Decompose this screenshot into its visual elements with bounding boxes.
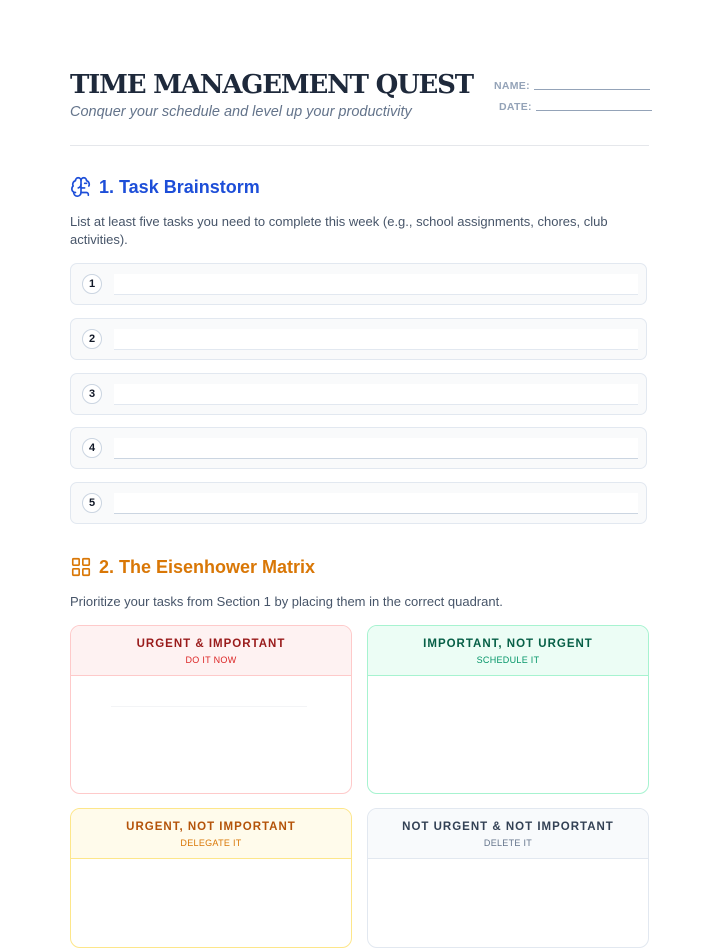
- date-line[interactable]: [536, 110, 652, 111]
- section-2-title: 2. The Eisenhower Matrix: [99, 556, 316, 577]
- task-input-2[interactable]: [114, 329, 638, 350]
- section-2-heading: [70, 556, 315, 578]
- quadrant-writing-area[interactable]: [368, 676, 648, 794]
- quadrant-action: DO IT NOW: [185, 655, 237, 665]
- task-row: [70, 318, 647, 360]
- quadrant-action: DELETE IT: [483, 838, 533, 848]
- task-row: [70, 373, 647, 415]
- page-subtitle: Conquer your schedule and level up your productivity: [70, 104, 412, 120]
- quadrant-writing-area[interactable]: [71, 676, 351, 794]
- quadrant-action: DELEGATE IT: [180, 838, 242, 848]
- date-field[interactable]: [499, 101, 652, 113]
- task-number-badge: 5: [82, 493, 102, 513]
- task-row: [70, 482, 647, 524]
- quadrant-action: SCHEDULE IT: [476, 655, 540, 665]
- name-label: NAME:: [494, 80, 530, 92]
- quadrant-title: URGENT & IMPORTANT: [136, 638, 286, 650]
- quadrant-header: [368, 626, 648, 676]
- brain-icon: [70, 176, 92, 198]
- task-input-3[interactable]: [114, 384, 638, 405]
- section-2-instructions: Prioritize your tasks from Section 1 by placing them in the correct quadrant.: [70, 594, 503, 609]
- quadrant-header: [71, 809, 351, 859]
- name-field[interactable]: [494, 80, 650, 92]
- task-input-1[interactable]: [114, 274, 638, 295]
- quadrant-writing-area[interactable]: [368, 859, 648, 948]
- quadrant-important-not-urgent: [367, 625, 649, 794]
- task-number-badge: 2: [82, 329, 102, 349]
- faint-guide-line: [111, 706, 307, 707]
- quadrant-urgent-not-important: [70, 808, 352, 948]
- task-row: [70, 263, 647, 305]
- quadrant-header: [368, 809, 648, 859]
- task-input-4[interactable]: [114, 438, 638, 459]
- page-title: TIME MANAGEMENT QUEST: [70, 70, 473, 100]
- name-line[interactable]: [534, 89, 650, 90]
- task-number-badge: 1: [82, 274, 102, 294]
- quadrant-not-urgent-not-important: [367, 808, 649, 948]
- task-row: [70, 427, 647, 469]
- quadrant-header: [71, 626, 351, 676]
- quadrant-writing-area[interactable]: [71, 859, 351, 948]
- date-label: DATE:: [499, 101, 532, 113]
- section-1-title: 1. Task Brainstorm: [99, 176, 260, 197]
- section-1-instructions: List at least five tasks you need to complete this week (e.g., school assignments, chores, club activities).: [70, 214, 608, 247]
- header-divider: [70, 145, 649, 146]
- quadrant-title: IMPORTANT, NOT URGENT: [423, 638, 593, 650]
- quadrant-title: NOT URGENT & NOT IMPORTANT: [402, 821, 614, 833]
- task-input-5[interactable]: [114, 493, 638, 514]
- task-number-badge: 3: [82, 384, 102, 404]
- quadrant-title: URGENT, NOT IMPORTANT: [126, 821, 296, 833]
- quadrant-urgent-important: [70, 625, 352, 794]
- grid-icon: [70, 556, 92, 578]
- task-number-badge: 4: [82, 438, 102, 458]
- section-1-heading: [70, 176, 260, 198]
